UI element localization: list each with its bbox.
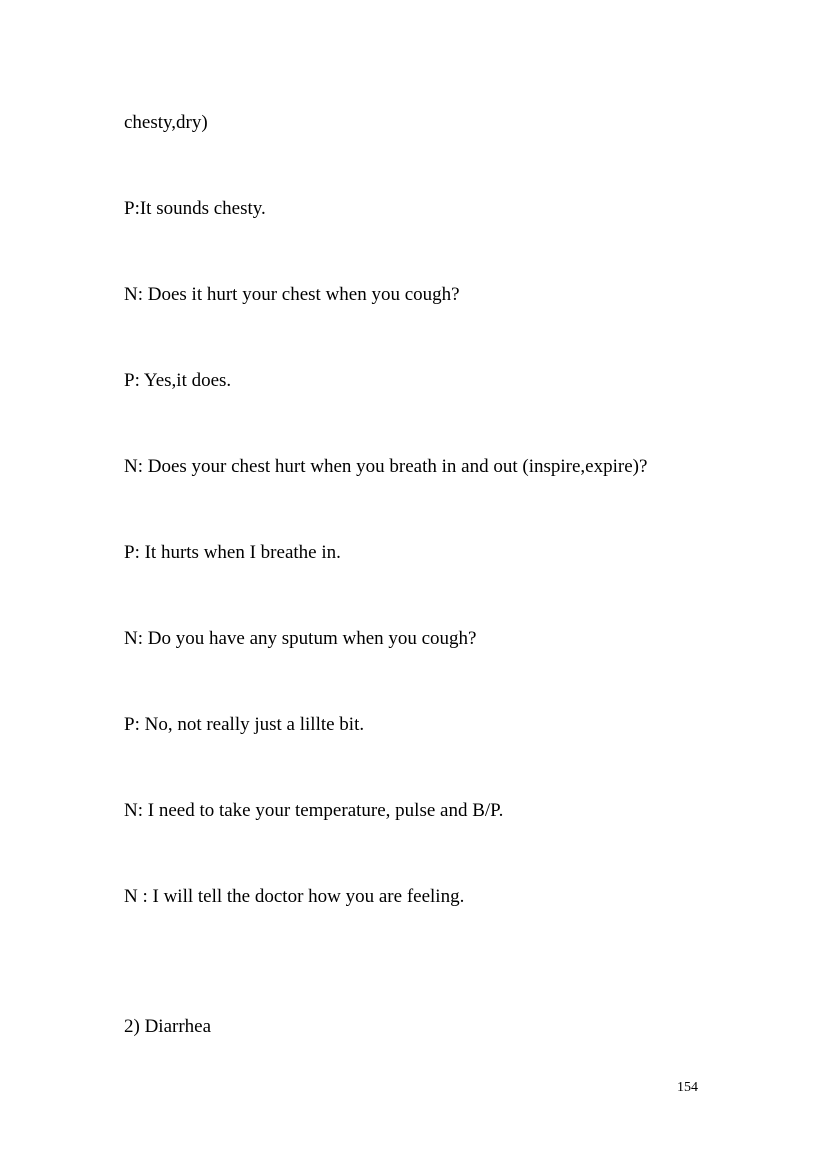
dialogue-line: N: Does your chest hurt when you breath in and out (inspire,expire)?: [124, 456, 648, 477]
dialogue-line: N: I need to take your temperature, pulse and B/P.: [124, 800, 504, 821]
dialogue-line: P:It sounds chesty.: [124, 198, 266, 219]
dialogue-line: N : I will tell the doctor how you are feeling.: [124, 886, 465, 907]
dialogue-line: P: No, not really just a lillte bit.: [124, 714, 365, 735]
dialogue-line: N: Do you have any sputum when you cough?: [124, 628, 477, 649]
page-number: 154: [677, 1080, 698, 1095]
section-heading: 2) Diarrhea: [124, 1016, 212, 1037]
dialogue-line: N: Does it hurt your chest when you cough?: [124, 284, 460, 305]
dialogue-line: P: Yes,it does.: [124, 370, 232, 391]
dialogue-line: P: It hurts when I breathe in.: [124, 542, 341, 563]
dialogue-line: chesty,dry): [124, 112, 208, 133]
